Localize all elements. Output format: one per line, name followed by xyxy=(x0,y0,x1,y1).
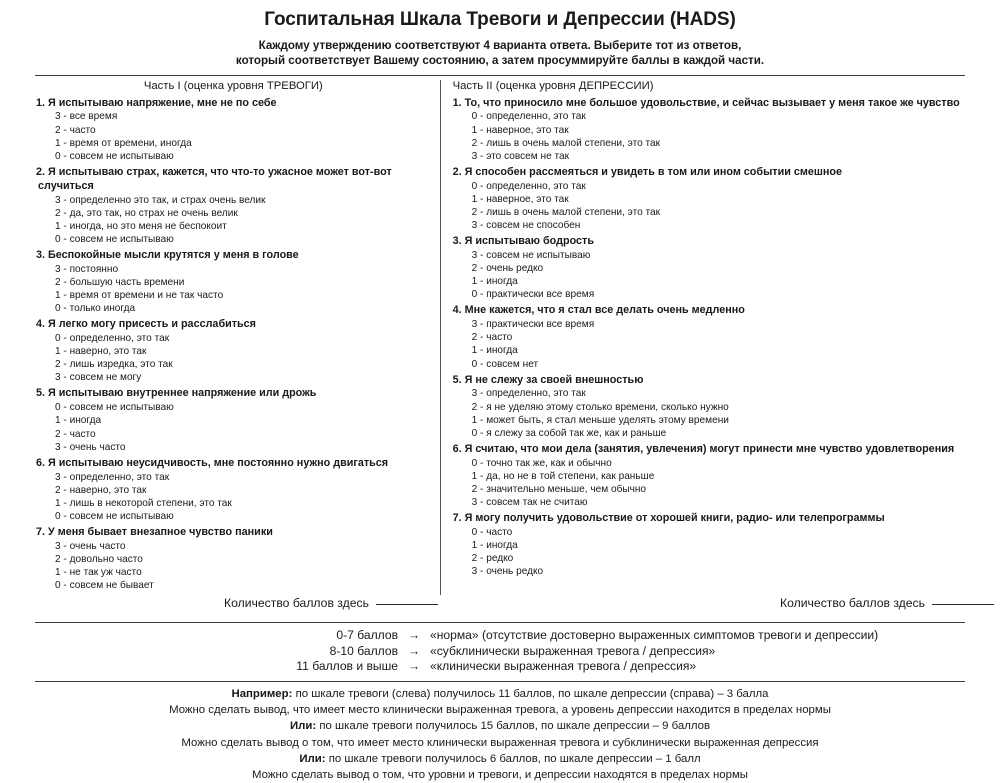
answer-option-list xyxy=(36,194,431,246)
example-lead: Например: xyxy=(231,688,293,701)
answer-option[interactable]: 0 - совсем не испытываю xyxy=(55,233,174,245)
answer-option[interactable]: 3 - совсем не испытываю xyxy=(471,249,591,261)
question-text: 5. Я испытываю внутреннее напряжение или дрожь xyxy=(36,387,317,400)
part-2-score-blank[interactable] xyxy=(932,604,994,605)
part-1-question-list xyxy=(36,97,431,593)
question-text: 2. Я испытываю страх, кажется, что что-то ужасное может вот-вот случиться xyxy=(36,165,392,192)
answer-option[interactable]: 0 - практически все время xyxy=(471,289,595,301)
example-line xyxy=(16,702,984,718)
example-line xyxy=(16,735,984,751)
answer-option[interactable]: 2 - наверно, это так xyxy=(55,484,147,496)
answer-option[interactable]: 2 - часто xyxy=(471,332,513,344)
answer-option-list xyxy=(36,263,431,315)
interpretation-table xyxy=(0,628,1000,675)
question-item xyxy=(36,318,431,384)
example-line xyxy=(16,751,984,767)
example-text: Можно сделать вывод, что имеет место клинически выраженная тревога, а уровень депрессии находится в пределах нормы xyxy=(169,704,831,717)
question-item xyxy=(453,443,992,509)
example-text: Можно сделать вывод о том, что уровни и тревоги, и депрессии находятся в пределах нормы xyxy=(252,768,748,781)
answer-option[interactable]: 3 - совсем не могу xyxy=(55,372,142,384)
answer-option-list xyxy=(36,332,431,384)
example-block xyxy=(0,686,1000,783)
part-1-score-label: Количество баллов здесь xyxy=(224,596,369,611)
answer-option[interactable]: 1 - наверное, это так xyxy=(471,124,569,136)
answer-option[interactable]: 1 - не так уж часто xyxy=(55,567,142,579)
interpretation-label: «субклинически выраженная тревога / депрессия» xyxy=(430,643,716,658)
example-text: по шкале тревоги получилось 15 баллов, по шкале депрессии – 9 баллов xyxy=(316,720,711,733)
question-item xyxy=(36,166,431,246)
question-item xyxy=(453,235,992,301)
answer-option[interactable]: 0 - совсем не испытываю xyxy=(55,150,174,162)
question-item xyxy=(453,97,992,163)
answer-option[interactable]: 2 - да, это так, но страх не очень велик xyxy=(55,207,238,219)
example-text: по шкале тревоги получилось 6 баллов, по шкале депрессии – 1 балл xyxy=(325,752,701,765)
question-text: 4. Я легко могу присесть и расслабиться xyxy=(36,318,256,331)
answer-option[interactable]: 1 - может быть, я стал меньше уделять этому времени xyxy=(471,414,729,426)
question-item xyxy=(453,512,992,578)
question-item xyxy=(36,526,431,592)
answer-option-list xyxy=(36,540,431,592)
question-item xyxy=(36,387,431,453)
part-1-score-entry xyxy=(224,596,438,610)
part-2-score-label: Количество баллов здесь xyxy=(780,596,925,611)
part-1-anxiety-column xyxy=(8,80,437,595)
question-text: 3. Беспокойные мысли крутятся у меня в голове xyxy=(36,248,299,261)
answer-option[interactable]: 0 - я слежу за собой так же, как и раньше xyxy=(471,427,667,439)
answer-option[interactable]: 2 - большую часть времени xyxy=(55,276,185,288)
answer-option[interactable]: 1 - да, но не в той степени, как раньше xyxy=(471,470,655,482)
answer-option[interactable]: 1 - иногда, но это меня не беспокоит xyxy=(55,220,227,232)
question-item xyxy=(36,249,431,315)
answer-option-list xyxy=(453,249,992,301)
instructions-line-1: Каждому утверждению соответствуют 4 варианта ответа. Выберите тот из ответов, xyxy=(258,38,742,52)
answer-option[interactable]: 3 - постоянно xyxy=(55,263,119,275)
answer-option[interactable]: 1 - иногда xyxy=(471,345,518,357)
part-2-score-entry xyxy=(780,596,994,610)
answer-option[interactable]: 0 - совсем не испытываю xyxy=(55,402,174,414)
answer-option[interactable]: 0 - совсем не испытываю xyxy=(55,510,174,522)
answer-option[interactable]: 2 - редко xyxy=(471,553,514,565)
answer-option[interactable]: 3 - очень часто xyxy=(55,441,126,453)
question-item xyxy=(453,304,992,370)
page-title: Госпитальная Шкала Тревоги и Депрессии (HADS) xyxy=(264,9,736,30)
answer-option[interactable]: 0 - часто xyxy=(471,526,513,538)
answer-option[interactable]: 2 - лишь в очень малой степени, это так xyxy=(471,206,661,218)
answer-option[interactable]: 1 - время от времени и не так часто xyxy=(55,290,224,302)
score-range: 0-7 баллов xyxy=(336,628,398,643)
question-text: 7. Я могу получить удовольствие от хорошей книги, радио- или телепрограммы xyxy=(452,512,885,525)
question-item xyxy=(453,374,992,440)
interpretation-row xyxy=(0,628,1000,644)
answer-option-list xyxy=(453,110,992,162)
part-2-heading: Часть II (оценка уровня ДЕПРЕССИИ) xyxy=(452,80,654,93)
answer-option[interactable]: 0 - определенно, это так xyxy=(55,333,170,345)
answer-option[interactable]: 2 - часто xyxy=(55,428,96,440)
answer-option-list xyxy=(36,471,431,523)
interpretation-label: «клинически выраженная тревога / депрессия» xyxy=(430,659,697,674)
question-text: 5. Я не слежу за своей внешностью xyxy=(452,373,644,386)
score-entry-row xyxy=(0,596,1000,616)
arrow-icon: → xyxy=(407,659,421,674)
answer-option-list xyxy=(453,526,992,578)
answer-option[interactable]: 3 - определенно, это так xyxy=(55,471,170,483)
example-lead: Или: xyxy=(289,720,317,733)
answer-option[interactable]: 2 - лишь изредка, это так xyxy=(55,359,173,371)
divider-middle xyxy=(35,622,965,623)
interpretation-row xyxy=(0,659,1000,675)
example-line xyxy=(16,718,984,734)
answer-option[interactable]: 2 - довольно часто xyxy=(55,553,143,565)
answer-option[interactable]: 0 - точно так же, как и обычно xyxy=(471,457,612,469)
example-text: Можно сделать вывод о том, что имеет место клинически выраженная тревога и субклинически выраженная депрессия xyxy=(181,736,819,749)
answer-option[interactable]: 1 - иногда xyxy=(471,276,518,288)
answer-option-list xyxy=(453,318,992,370)
answer-option-list xyxy=(453,457,992,509)
answer-option[interactable]: 0 - определенно, это так xyxy=(471,180,586,192)
score-range: 11 баллов и выше xyxy=(296,659,398,674)
answer-option-list xyxy=(453,387,992,439)
arrow-icon: → xyxy=(407,628,421,643)
answer-option[interactable]: 0 - определенно, это так xyxy=(471,111,586,123)
answer-option[interactable]: 3 - все время xyxy=(55,111,118,123)
question-text: 6. Я считаю, что мои дела (занятия, увлечения) могут принести мне чувство удовлетворения xyxy=(452,442,955,455)
answer-option-list xyxy=(36,401,431,453)
question-text: 4. Мне кажется, что я стал все делать очень медленно xyxy=(452,304,745,317)
answer-option[interactable]: 0 - совсем нет xyxy=(471,358,539,370)
answer-option[interactable]: 3 - очень редко xyxy=(471,566,544,578)
question-text: 6. Я испытываю неусидчивость, мне постоянно нужно двигаться xyxy=(36,456,389,469)
question-item xyxy=(453,166,992,232)
answer-option[interactable]: 3 - это совсем не так xyxy=(471,150,570,162)
score-range: 8-10 баллов xyxy=(329,643,398,658)
question-text: 1. Я испытываю напряжение, мне не по себе xyxy=(36,96,277,109)
arrow-icon: → xyxy=(407,643,421,658)
example-text: по шкале тревоги (слева) получилось 11 баллов, по шкале депрессии (справа) – 3 балла xyxy=(292,688,769,701)
column-divider xyxy=(440,80,441,595)
questionnaire-columns xyxy=(0,80,1000,595)
divider-bottom xyxy=(35,681,965,682)
question-text: 2. Я способен рассмеяться и увидеть в том или ином событии смешное xyxy=(452,165,842,178)
question-text: 7. У меня бывает внезапное чувство паники xyxy=(36,525,273,538)
question-text: 1. То, что приносило мне большое удовольствие, и сейчас вызывает у меня такое же чувство xyxy=(452,96,960,109)
answer-option[interactable]: 1 - наверное, это так xyxy=(471,193,569,205)
question-item xyxy=(36,457,431,523)
answer-option-list xyxy=(453,180,992,232)
answer-option[interactable]: 3 - совсем так не считаю xyxy=(471,497,588,509)
answer-option[interactable]: 1 - иногда xyxy=(471,540,518,552)
question-item xyxy=(36,97,431,163)
instructions-text xyxy=(0,38,1000,69)
interpretation-row xyxy=(0,644,1000,660)
answer-option[interactable]: 1 - иногда xyxy=(55,415,102,427)
part-1-heading: Часть I (оценка уровня ТРЕВОГИ) xyxy=(143,80,323,93)
answer-option[interactable]: 2 - лишь в очень малой степени, это так xyxy=(471,137,661,149)
answer-option[interactable]: 3 - определенно это так, и страх очень велик xyxy=(55,194,266,206)
answer-option[interactable]: 3 - совсем не способен xyxy=(471,220,581,232)
answer-option[interactable]: 1 - время от времени, иногда xyxy=(55,137,192,149)
part-1-score-blank[interactable] xyxy=(376,604,438,605)
answer-option[interactable]: 3 - определенно, это так xyxy=(471,388,586,400)
answer-option-list xyxy=(36,110,431,162)
answer-option[interactable]: 2 - часто xyxy=(55,124,96,136)
example-line xyxy=(16,686,984,702)
answer-option[interactable]: 2 - значительно меньше, чем обычно xyxy=(471,483,647,495)
question-text: 3. Я испытываю бодрость xyxy=(452,235,594,248)
answer-option[interactable]: 3 - практически все время xyxy=(471,319,595,331)
answer-option[interactable]: 1 - лишь в некоторой степени, это так xyxy=(55,497,232,509)
example-line xyxy=(16,767,984,783)
answer-option[interactable]: 0 - совсем не бывает xyxy=(55,580,154,592)
instructions-line-2: который соответствует Вашему состоянию, а затем просуммируйте баллы в каждой части. xyxy=(235,54,765,68)
answer-option[interactable]: 2 - очень редко xyxy=(471,263,544,275)
document-header xyxy=(0,0,1000,69)
answer-option[interactable]: 1 - наверно, это так xyxy=(55,346,147,358)
interpretation-label: «норма» (отсутствие достоверно выраженных симптомов тревоги и депрессии) xyxy=(430,628,879,643)
answer-option[interactable]: 0 - только иногда xyxy=(55,303,136,315)
example-lead: Или: xyxy=(299,752,326,765)
answer-option[interactable]: 3 - очень часто xyxy=(55,540,126,552)
part-2-depression-column xyxy=(437,80,992,595)
part-2-question-list xyxy=(453,97,992,579)
answer-option[interactable]: 2 - я не уделяю этому столько времени, сколько нужно xyxy=(471,401,729,413)
divider-top xyxy=(35,75,965,76)
